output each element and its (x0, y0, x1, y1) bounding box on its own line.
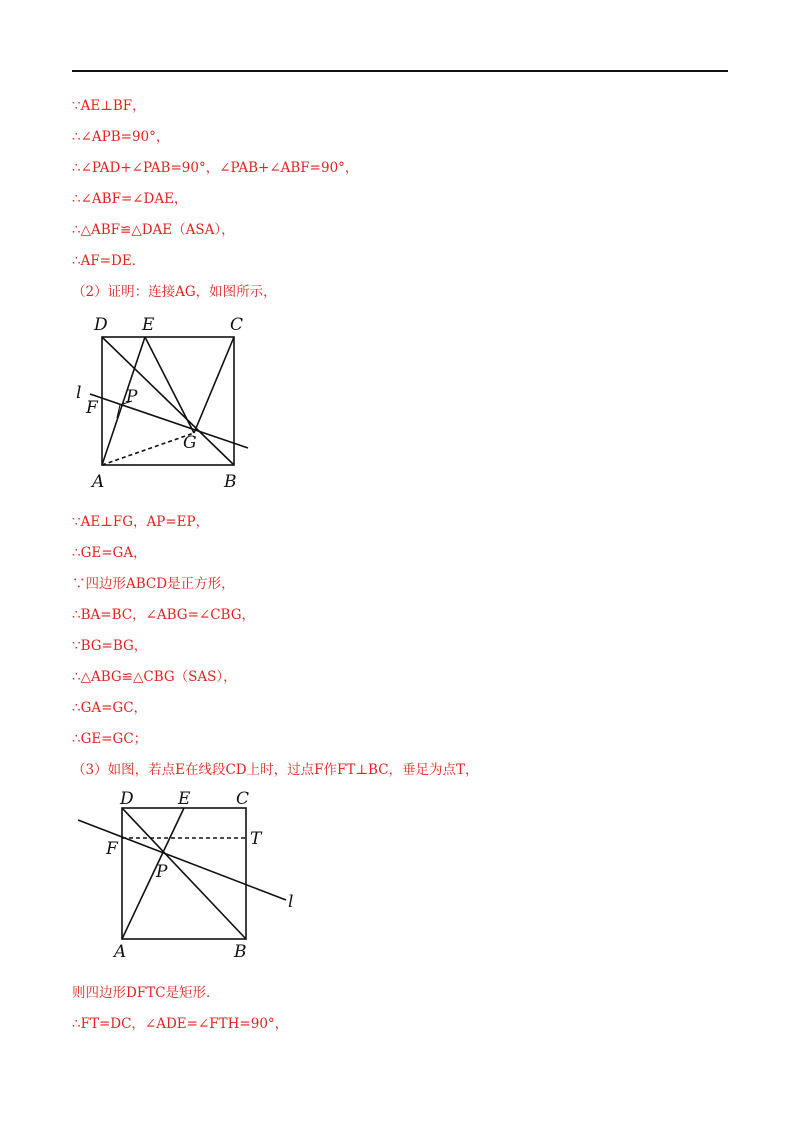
label-p: P (126, 387, 138, 407)
segment-ae (122, 808, 184, 939)
segment-cg (194, 337, 234, 433)
label-d: D (120, 789, 134, 809)
segment-ag-dashed (102, 433, 194, 465)
geometry-figure-1 (70, 310, 270, 495)
label-l: l (288, 892, 294, 912)
segment-db (102, 337, 234, 465)
label-l: l (76, 383, 82, 403)
proof-line: ∴GE=GC； (72, 731, 148, 747)
label-f: F (86, 398, 98, 418)
proof-line: ∵AE⊥BF， (72, 98, 146, 114)
label-p: P (156, 862, 168, 882)
proof-line: 则四边形DFTC是矩形． (72, 985, 220, 1001)
proof-line: ∵BG=BG， (72, 638, 148, 654)
proof-line: ∴∠ABF=∠DAE， (72, 191, 188, 207)
label-e: E (178, 789, 191, 809)
label-c: C (236, 789, 250, 809)
proof-line: （2）证明：连接AG，如图所示， (72, 284, 277, 300)
label-d: D (94, 315, 108, 335)
label-a: A (92, 472, 105, 492)
proof-line: ∴△ABG≌△CBG（SAS）， (72, 669, 237, 685)
proof-line: ∴△ABF≌△DAE（ASA）， (72, 222, 235, 238)
label-a: A (114, 942, 127, 962)
proof-line: ∴GA=GC， (72, 700, 148, 716)
label-e: E (142, 315, 155, 335)
geometry-figure-2 (70, 786, 310, 966)
label-b: B (224, 472, 237, 492)
segment-db (122, 808, 246, 939)
proof-line: ∴GE=GA， (72, 545, 147, 561)
proof-line: ∴FT=DC，∠ADE=∠FTH=90°， (72, 1016, 289, 1032)
label-c: C (230, 315, 244, 335)
proof-line: ∴AF=DE． (72, 253, 146, 269)
header-rule (72, 70, 728, 72)
label-g: G (183, 433, 197, 453)
label-b: B (234, 942, 247, 962)
label-t: T (250, 829, 262, 849)
proof-line: ∴BA=BC，∠ABG=∠CBG， (72, 607, 255, 623)
proof-line: ∵AE⊥FG，AP=EP， (72, 514, 210, 530)
label-f: F (106, 839, 118, 859)
proof-line: ∴∠APB=90°， (72, 129, 170, 145)
proof-line: （3）如图，若点E在线段CD上时，过点F作FT⊥BC，垂足为点T， (72, 762, 479, 778)
proof-line: ∵四边形ABCD是正方形， (72, 576, 235, 592)
proof-line: ∴∠PAD+∠PAB=90°，∠PAB+∠ABF=90°， (72, 160, 359, 176)
